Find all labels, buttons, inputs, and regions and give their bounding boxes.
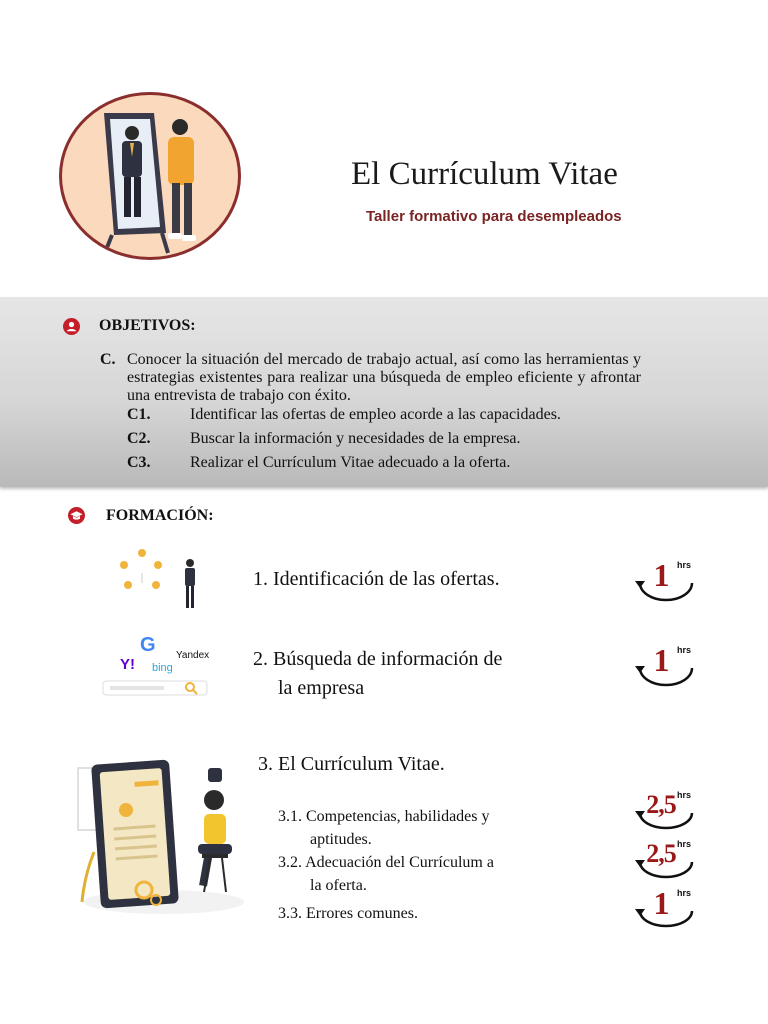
graduation-cap-icon: [68, 507, 85, 524]
module-1-title: 1. Identificación de las ofertas.: [253, 568, 500, 590]
submodule-3-3-hours: 1: [653, 885, 669, 921]
objective-c2-text: Buscar la información y necesidades de la empresa.: [190, 430, 521, 447]
submodule-3-1-hours: 2,5: [646, 790, 676, 819]
module-1-hours: 1: [653, 557, 669, 593]
cv-illustration: [74, 752, 244, 918]
yahoo-logo: Y!: [120, 656, 135, 673]
module-1-hours-unit: hrs: [677, 560, 692, 570]
google-logo: G: [140, 634, 156, 656]
submodule-3-1-line1: 3.1. Competencias, habilidades y: [278, 808, 490, 825]
objective-main-text: Conocer la situación del mercado de trabajo actual, así como las herramientas y estrategias existentes para realizar una búsqueda de empleo eficiente y afrontar una entrevista de trabajo con éxito.: [127, 351, 641, 404]
submodule-3-1-hours-badge: [635, 790, 697, 833]
module-2-title-line2: la empresa: [278, 677, 365, 699]
module-2-hours-unit: hrs: [677, 645, 692, 655]
objective-c1-code: C1.: [127, 406, 151, 423]
objetivos-heading: OBJETIVOS:: [99, 317, 196, 334]
submodule-3-2-hours-badge: [635, 839, 697, 882]
objective-c3-code: C3.: [127, 454, 151, 471]
submodule-3-2-hours: 2,5: [646, 839, 676, 868]
objective-c2-code: C2.: [127, 430, 151, 447]
submodule-3-1-hours-unit: hrs: [677, 790, 692, 800]
submodule-3-2-line1: 3.2. Adecuación del Currículum a: [278, 854, 494, 871]
formacion-heading: FORMACIÓN:: [106, 507, 214, 524]
module-2-hours-badge: [635, 642, 697, 688]
offers-illustration: [108, 543, 204, 615]
submodule-3-3-line1: 3.3. Errores comunes.: [278, 905, 418, 922]
objective-main-letter: C.: [100, 351, 116, 368]
page-title: El Currículum Vitae: [351, 156, 618, 192]
module-3-title: 3. El Currículum Vitae.: [258, 753, 445, 775]
submodule-3-3-hours-badge: [635, 885, 697, 931]
submodule-3-3-hours-unit: hrs: [677, 888, 692, 898]
page-subtitle: Taller formativo para desempleados: [366, 208, 622, 225]
objective-c1-text: Identificar las ofertas de empleo acorde a las capacidades.: [190, 406, 561, 423]
submodule-3-2-hours-unit: hrs: [677, 839, 692, 849]
module-1-hours-badge: [635, 557, 697, 603]
submodule-3-1-line2: aptitudes.: [310, 831, 372, 848]
bing-logo: bing: [152, 662, 173, 674]
header-illustration: [59, 92, 241, 260]
search-bar-icon: [102, 680, 210, 698]
person-icon: [63, 318, 80, 335]
submodule-3-2-line2: la oferta.: [310, 877, 367, 894]
module-2-hours: 1: [653, 642, 669, 678]
yandex-logo: Yandex: [176, 650, 210, 661]
objective-c3-text: Realizar el Currículum Vitae adecuado a la oferta.: [190, 454, 511, 471]
search-engines-illustration: [100, 630, 212, 702]
module-2-title-line1: 2. Búsqueda de información de: [253, 648, 503, 670]
